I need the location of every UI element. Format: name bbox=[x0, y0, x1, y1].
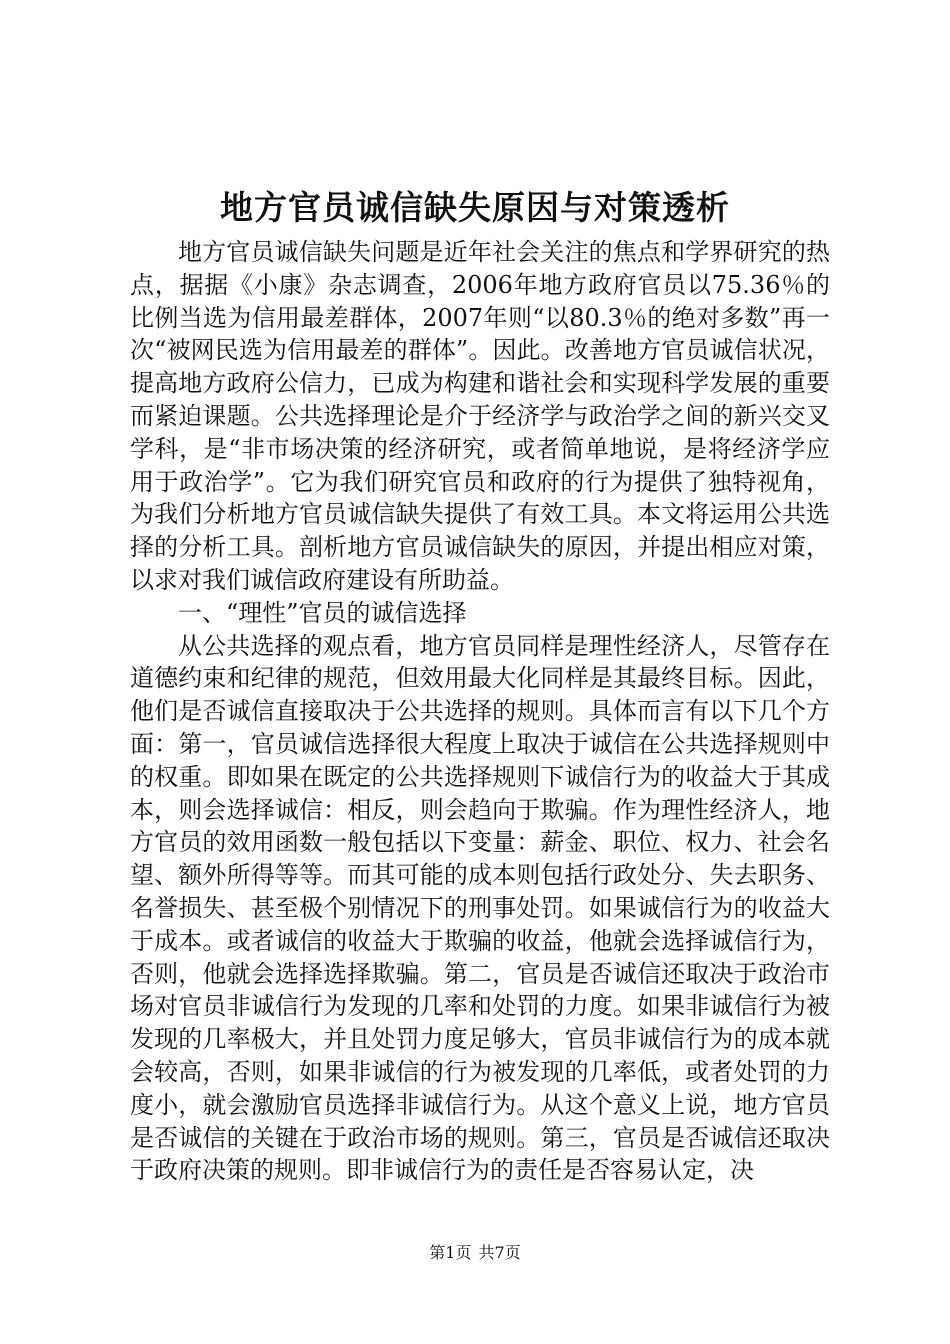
paragraph-section-1: 从公共选择的观点看，地方官员同样是理性经济人，尽管存在道德约束和纪律的规范，但效用最大化同样是其最终目标。因此，他们是否诚信直接取决于公共选择的规则。具体而言有以下几个方面：第一，官员诚信选择很大程度上取决于诚信在公共选择规则中的权重。即如果在既定的公共选择规则下诚信行为的收益大于其成本，则会选择诚信：相反，则会趋向于欺骗。作为理性经济人，地方官员的效用函数一般包括以下变量：薪金、职位、权力、社会名望、额外所得等等。而其可能的成本则包括行政处分、失去职务、名誉损失、甚至极个别情况下的刑事处罚。如果诚信行为的收益大于成本。或者诚信的收益大于欺骗的收益，他就会选择诚信行为，否则，他就会选择选择欺骗。第二，官员是否诚信还取决于政治市场对官员非诚信行为发现的几率和处罚的力度。如果非诚信行为被发现的几率极大，并且处罚力度足够大，官员非诚信行为的成本就会较高，否则，如果非诚信的行为被发现的几率低，或者处罚的力度小，就会激励官员选择非诚信行为。从这个意义上说，地方官员是否诚信的关键在于政治市场的规则。第三，官员是否诚信还取决于政府决策的规则。即非诚信行为的责任是否容易认定，决 bbox=[130, 631, 830, 1185]
section-heading-1: 一、“理性”官员的诚信选择 bbox=[178, 598, 467, 627]
paragraph-intro: 地方官员诚信缺失问题是近年社会关注的焦点和学界研究的热点，据据《小康》杂志调查，2006年地方政府官员以75.36％的比例当选为信用最差群体，2007年则“以80.3％的绝对多数”再一次“被网民选为信用最差的群体”。因此。改善地方官员诚信状况，提高地方政府公信力，已成为构建和谐社会和实现科学发展的重要而紧迫课题。公共选择理论是介于经济学与政治学之间的新兴交叉学科，是“非市场决策的经济研究，或者简单地说，是将经济学应用于政治学”。它为我们研究官员和政府的行为提供了独特视角，为我们分析地方官员诚信缺失提供了有效工具。本文将运用公共选择的分析工具。剖析地方官员诚信缺失的原因，并提出相应对策，以求对我们诚信政府建设有所助益。 bbox=[130, 238, 830, 594]
document-body bbox=[130, 236, 830, 1187]
page-footer: 第1页 共7页 bbox=[429, 1243, 521, 1262]
document-title: 地方官员诚信缺失原因与对策透析 bbox=[220, 188, 730, 227]
